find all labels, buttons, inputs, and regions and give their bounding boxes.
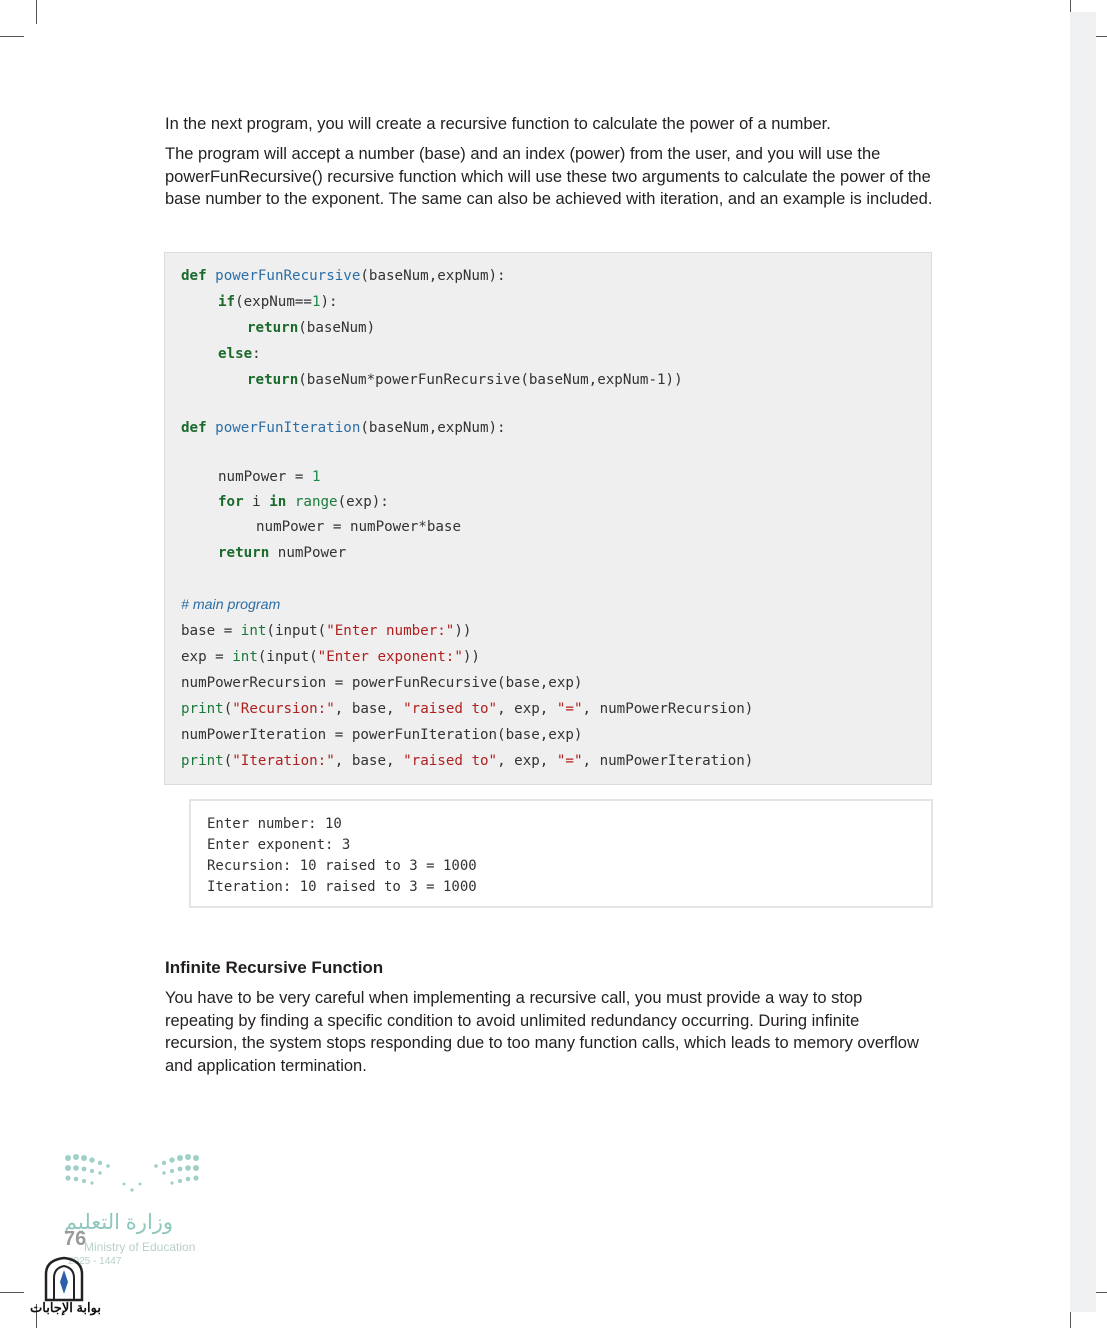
page-number: 76 xyxy=(64,1228,87,1250)
string-literal: "Enter number:" xyxy=(326,623,455,639)
keyword: def xyxy=(181,420,207,436)
code-text: ( xyxy=(223,753,233,769)
number-literal: 1 xyxy=(311,294,321,310)
function-name: powerFunRecursive xyxy=(215,268,361,284)
code-text: (baseNum*powerFunRecursive(baseNum,expNum-1)) xyxy=(298,372,683,388)
string-literal: "=" xyxy=(556,753,583,769)
crop-mark xyxy=(0,36,24,37)
code-text: , numPowerIteration) xyxy=(582,753,754,769)
builtin: int xyxy=(232,649,258,665)
code-text: (baseNum,expNum): xyxy=(360,268,506,284)
output-line: Enter exponent: 3 xyxy=(207,837,351,853)
ministry-name-arabic: وزارة التعليم xyxy=(64,1211,174,1234)
code-text: base = xyxy=(181,623,241,639)
keyword: def xyxy=(181,268,207,284)
builtin: range xyxy=(286,494,338,510)
code-line-4: else: xyxy=(218,346,261,362)
code-line-11 xyxy=(181,623,471,639)
code-text: (input( xyxy=(266,623,327,639)
code-line-12 xyxy=(181,649,480,665)
ministry-logo-icon xyxy=(64,1152,200,1198)
number-literal: 1 xyxy=(311,469,321,485)
crop-mark xyxy=(36,0,37,24)
code-text: , exp, xyxy=(497,753,557,769)
code-line-8 xyxy=(218,494,389,510)
code-text: (exp): xyxy=(337,494,389,510)
code-text: ( xyxy=(223,701,233,717)
code-text: i xyxy=(243,494,270,510)
section-heading: Infinite Recursive Function xyxy=(165,958,384,977)
code-text: )) xyxy=(462,649,480,665)
code-line-9: numPower = numPower*base xyxy=(256,519,461,535)
function-name: powerFunIteration xyxy=(215,420,361,436)
code-line-6 xyxy=(181,420,506,436)
builtin: int xyxy=(240,623,267,639)
keyword: in xyxy=(269,494,287,510)
builtin: print xyxy=(181,753,224,769)
keyword: return xyxy=(218,545,270,561)
string-literal: "raised to" xyxy=(403,701,498,717)
code-line-3 xyxy=(247,320,375,336)
keyword: if xyxy=(218,294,236,310)
code-text: ): xyxy=(320,294,338,310)
code-comment: # main program xyxy=(181,597,281,613)
code-line-14 xyxy=(181,701,753,717)
portal-logo-icon xyxy=(42,1256,86,1302)
keyword: return xyxy=(247,372,299,388)
string-literal: "raised to" xyxy=(403,753,498,769)
page-edge-band xyxy=(1070,12,1096,1312)
crop-mark xyxy=(0,1292,24,1293)
program-output xyxy=(189,799,933,908)
code-text: (input( xyxy=(257,649,318,665)
code-line-13: numPowerRecursion = powerFunRecursive(base,exp) xyxy=(181,675,583,691)
code-line-15: numPowerIteration = powerFunIteration(base,exp) xyxy=(181,727,583,743)
code-text: , base, xyxy=(334,701,404,717)
portal-name: بوابة الإجابات xyxy=(30,1300,101,1315)
output-line: Recursion: 10 raised to 3 = 1000 xyxy=(207,858,477,874)
keyword: return xyxy=(247,320,299,336)
code-text: numPower xyxy=(269,545,347,561)
edition-years: 2025 - 1447 xyxy=(68,1256,122,1267)
keyword: for xyxy=(218,494,244,510)
string-literal: "Recursion:" xyxy=(232,701,335,717)
code-text: (expNum== xyxy=(235,294,312,310)
code-text: , exp, xyxy=(497,701,557,717)
intro-paragraph-2: The program will accept a number (base) and an index (power) from the user, and you will use the powerFunRecursive() recursive function which will use these two arguments to calculate the power of the base number to the exponent. The same can also be achieved with iteration, and an example is included. xyxy=(165,145,933,209)
code-line-1 xyxy=(181,268,506,284)
code-text: numPower = xyxy=(218,469,312,485)
ministry-name-english: Ministry of Education xyxy=(84,1240,196,1254)
code-line-5 xyxy=(247,372,683,388)
string-literal: "Iteration:" xyxy=(232,753,335,769)
keyword: else xyxy=(218,346,253,362)
code-text: , base, xyxy=(334,753,404,769)
output-line: Enter number: 10 xyxy=(207,816,342,832)
code-text: , numPowerRecursion) xyxy=(582,701,754,717)
code-line-10 xyxy=(218,545,346,561)
code-line-7 xyxy=(218,469,321,485)
code-text: exp = xyxy=(181,649,233,665)
code-line-2 xyxy=(218,294,338,310)
output-line: Iteration: 10 raised to 3 = 1000 xyxy=(207,879,477,895)
code-text: (baseNum) xyxy=(298,320,376,336)
code-listing xyxy=(164,252,932,785)
code-text: (baseNum,expNum): xyxy=(360,420,506,436)
string-literal: "Enter exponent:" xyxy=(317,649,463,665)
builtin: print xyxy=(181,701,224,717)
intro-paragraph-1: In the next program, you will create a recursive function to calculate the power of a number. xyxy=(165,115,831,133)
section-body: You have to be very careful when implementing a recursive call, you must provide a way to stop repeating by finding a specific condition to avoid unlimited redundancy occurring. During infinite recursion, the system stops responding due to too many function calls, which leads to memory overflow and application termination. xyxy=(165,989,919,1075)
code-text: )) xyxy=(454,623,472,639)
string-literal: "=" xyxy=(556,701,583,717)
code-line-16 xyxy=(181,753,753,769)
